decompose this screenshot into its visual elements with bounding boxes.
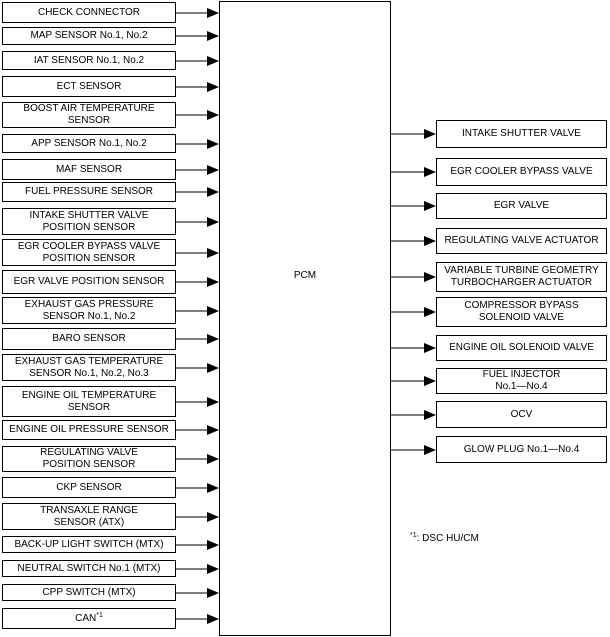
output-label-line: EGR VALVE bbox=[493, 200, 550, 211]
input-box bbox=[2, 134, 176, 153]
input-box bbox=[2, 270, 176, 294]
input-label-line: SENSOR bbox=[67, 401, 111, 413]
input-box bbox=[2, 446, 176, 472]
input-box bbox=[2, 2, 176, 23]
output-arrow bbox=[391, 201, 436, 211]
output-box bbox=[436, 262, 607, 292]
input-label-line: FUEL PRESSURE SENSOR bbox=[25, 186, 153, 197]
input-label-line: EGR VALVE POSITION SENSOR bbox=[13, 276, 165, 287]
input-box bbox=[2, 503, 176, 530]
input-label-line: MAP SENSOR No.1, No.2 bbox=[30, 30, 148, 41]
input-label-line: EGR COOLER BYPASS VALVE bbox=[17, 240, 161, 252]
input-arrow bbox=[176, 8, 219, 18]
input-box bbox=[2, 102, 176, 128]
input-label-line: CKP SENSOR bbox=[56, 481, 122, 493]
input-arrow bbox=[176, 454, 219, 464]
footnote bbox=[410, 533, 479, 544]
input-label-line: CHECK CONNECTOR bbox=[37, 6, 141, 18]
input-box bbox=[2, 560, 176, 577]
output-box bbox=[436, 436, 607, 463]
input-label-line: BOOST AIR TEMPERATURE bbox=[23, 103, 155, 114]
footnote-text: : DSC HU/CM bbox=[416, 533, 479, 544]
input-label-line: SENSOR bbox=[67, 115, 111, 126]
output-arrow bbox=[391, 343, 436, 353]
output-arrow bbox=[391, 129, 436, 139]
output-label-line: TURBOCHARGER ACTUATOR bbox=[450, 277, 593, 288]
input-footnote-marker: *1 bbox=[96, 611, 103, 619]
input-arrow bbox=[176, 82, 219, 92]
input-arrow bbox=[176, 397, 219, 407]
input-label-line: TRANSAXLE RANGE bbox=[40, 504, 138, 516]
input-box bbox=[2, 354, 176, 381]
output-label-line: REGULATING VALVE ACTUATOR bbox=[444, 235, 599, 246]
input-arrow bbox=[176, 139, 219, 149]
input-arrow bbox=[176, 425, 219, 435]
input-box bbox=[2, 27, 176, 45]
input-box bbox=[2, 76, 176, 97]
input-arrow bbox=[176, 165, 219, 175]
input-label-line: EXHAUST GAS TEMPERATURE bbox=[14, 355, 164, 367]
output-label-line: EGR COOLER BYPASS VALVE bbox=[450, 166, 593, 177]
input-label-line: CPP SWITCH (MTX) bbox=[42, 586, 136, 598]
output-arrow bbox=[391, 445, 436, 455]
output-box bbox=[436, 228, 607, 254]
output-box bbox=[436, 401, 607, 428]
output-label-line: ENGINE OIL SOLENOID VALVE bbox=[449, 342, 594, 353]
pcm-box bbox=[219, 1, 391, 636]
output-arrow bbox=[391, 410, 436, 420]
input-label-line: APP SENSOR No.1, No.2 bbox=[31, 137, 147, 149]
input-box bbox=[2, 239, 176, 266]
input-arrow bbox=[176, 56, 219, 66]
output-arrow bbox=[391, 376, 436, 386]
input-label-line: ENGINE OIL TEMPERATURE bbox=[21, 389, 157, 401]
input-box bbox=[2, 608, 176, 629]
input-box bbox=[2, 208, 176, 235]
input-arrow bbox=[176, 483, 219, 493]
input-arrow bbox=[176, 363, 219, 373]
input-label-line: BARO SENSOR bbox=[52, 333, 126, 344]
input-arrow bbox=[176, 110, 219, 120]
input-arrow bbox=[176, 248, 219, 258]
input-box bbox=[2, 297, 176, 324]
input-label-line: IAT SENSOR No.1, No.2 bbox=[33, 54, 145, 66]
input-label-line: NEUTRAL SWITCH No.1 (MTX) bbox=[17, 562, 161, 574]
output-label-line: INTAKE SHUTTER VALVE bbox=[462, 128, 581, 139]
input-box bbox=[2, 584, 176, 601]
input-arrow bbox=[176, 564, 219, 574]
output-arrow bbox=[391, 236, 436, 246]
output-box bbox=[436, 193, 607, 219]
pcm-label: PCM bbox=[293, 270, 317, 281]
output-label-line: SOLENOID VALVE bbox=[478, 312, 565, 323]
input-box bbox=[2, 386, 176, 417]
input-arrow bbox=[176, 31, 219, 41]
output-label-line: VARIABLE TURBINE GEOMETRY bbox=[444, 265, 599, 276]
input-label-line: EXHAUST GAS PRESSURE bbox=[24, 298, 154, 310]
output-label-line: OCV bbox=[510, 408, 533, 420]
input-label-line: POSITION SENSOR bbox=[42, 459, 136, 470]
input-box bbox=[2, 536, 176, 553]
input-box bbox=[2, 328, 176, 350]
input-arrow bbox=[176, 334, 219, 344]
input-box bbox=[2, 51, 176, 70]
input-label-line: ENGINE OIL PRESSURE SENSOR bbox=[9, 424, 169, 435]
input-arrow bbox=[176, 588, 219, 598]
output-arrow bbox=[391, 167, 436, 177]
input-box bbox=[2, 420, 176, 440]
input-label-line: BACK-UP LIGHT SWITCH (MTX) bbox=[14, 538, 164, 550]
output-box bbox=[436, 368, 607, 394]
input-label-line: ECT SENSOR bbox=[56, 80, 122, 92]
input-arrow bbox=[176, 614, 219, 624]
input-label-line: SENSOR (ATX) bbox=[53, 516, 125, 528]
input-arrow bbox=[176, 217, 219, 227]
output-box bbox=[436, 297, 607, 327]
input-arrow bbox=[176, 512, 219, 522]
output-label-line: FUEL INJECTOR bbox=[482, 369, 561, 380]
input-label-line: POSITION SENSOR bbox=[42, 252, 136, 264]
input-label-line: INTAKE SHUTTER VALVE bbox=[29, 209, 149, 221]
input-arrow bbox=[176, 187, 219, 197]
output-arrow bbox=[391, 272, 436, 282]
input-label-line: SENSOR No.1, No.2 bbox=[42, 310, 136, 322]
input-arrow bbox=[176, 277, 219, 287]
input-label-line: SENSOR No.1, No.2, No.3 bbox=[29, 367, 149, 379]
output-box bbox=[436, 158, 607, 186]
output-box bbox=[436, 335, 607, 361]
input-label-line: CAN bbox=[75, 612, 97, 624]
input-arrow bbox=[176, 306, 219, 316]
output-box bbox=[436, 120, 607, 148]
input-arrow bbox=[176, 540, 219, 550]
input-label-line: REGULATING VALVE bbox=[40, 447, 138, 458]
output-arrow bbox=[391, 307, 436, 317]
input-label-line: POSITION SENSOR bbox=[42, 221, 136, 233]
output-label-line: COMPRESSOR BYPASS bbox=[464, 300, 579, 311]
output-label-line: GLOW PLUG No.1—No.4 bbox=[463, 443, 580, 455]
input-label-line: MAF SENSOR bbox=[55, 163, 123, 175]
input-box bbox=[2, 477, 176, 498]
input-box bbox=[2, 182, 176, 202]
input-box bbox=[2, 159, 176, 180]
footnote-marker: *1 bbox=[410, 532, 417, 539]
output-label-line: No.1—No.4 bbox=[495, 381, 548, 392]
